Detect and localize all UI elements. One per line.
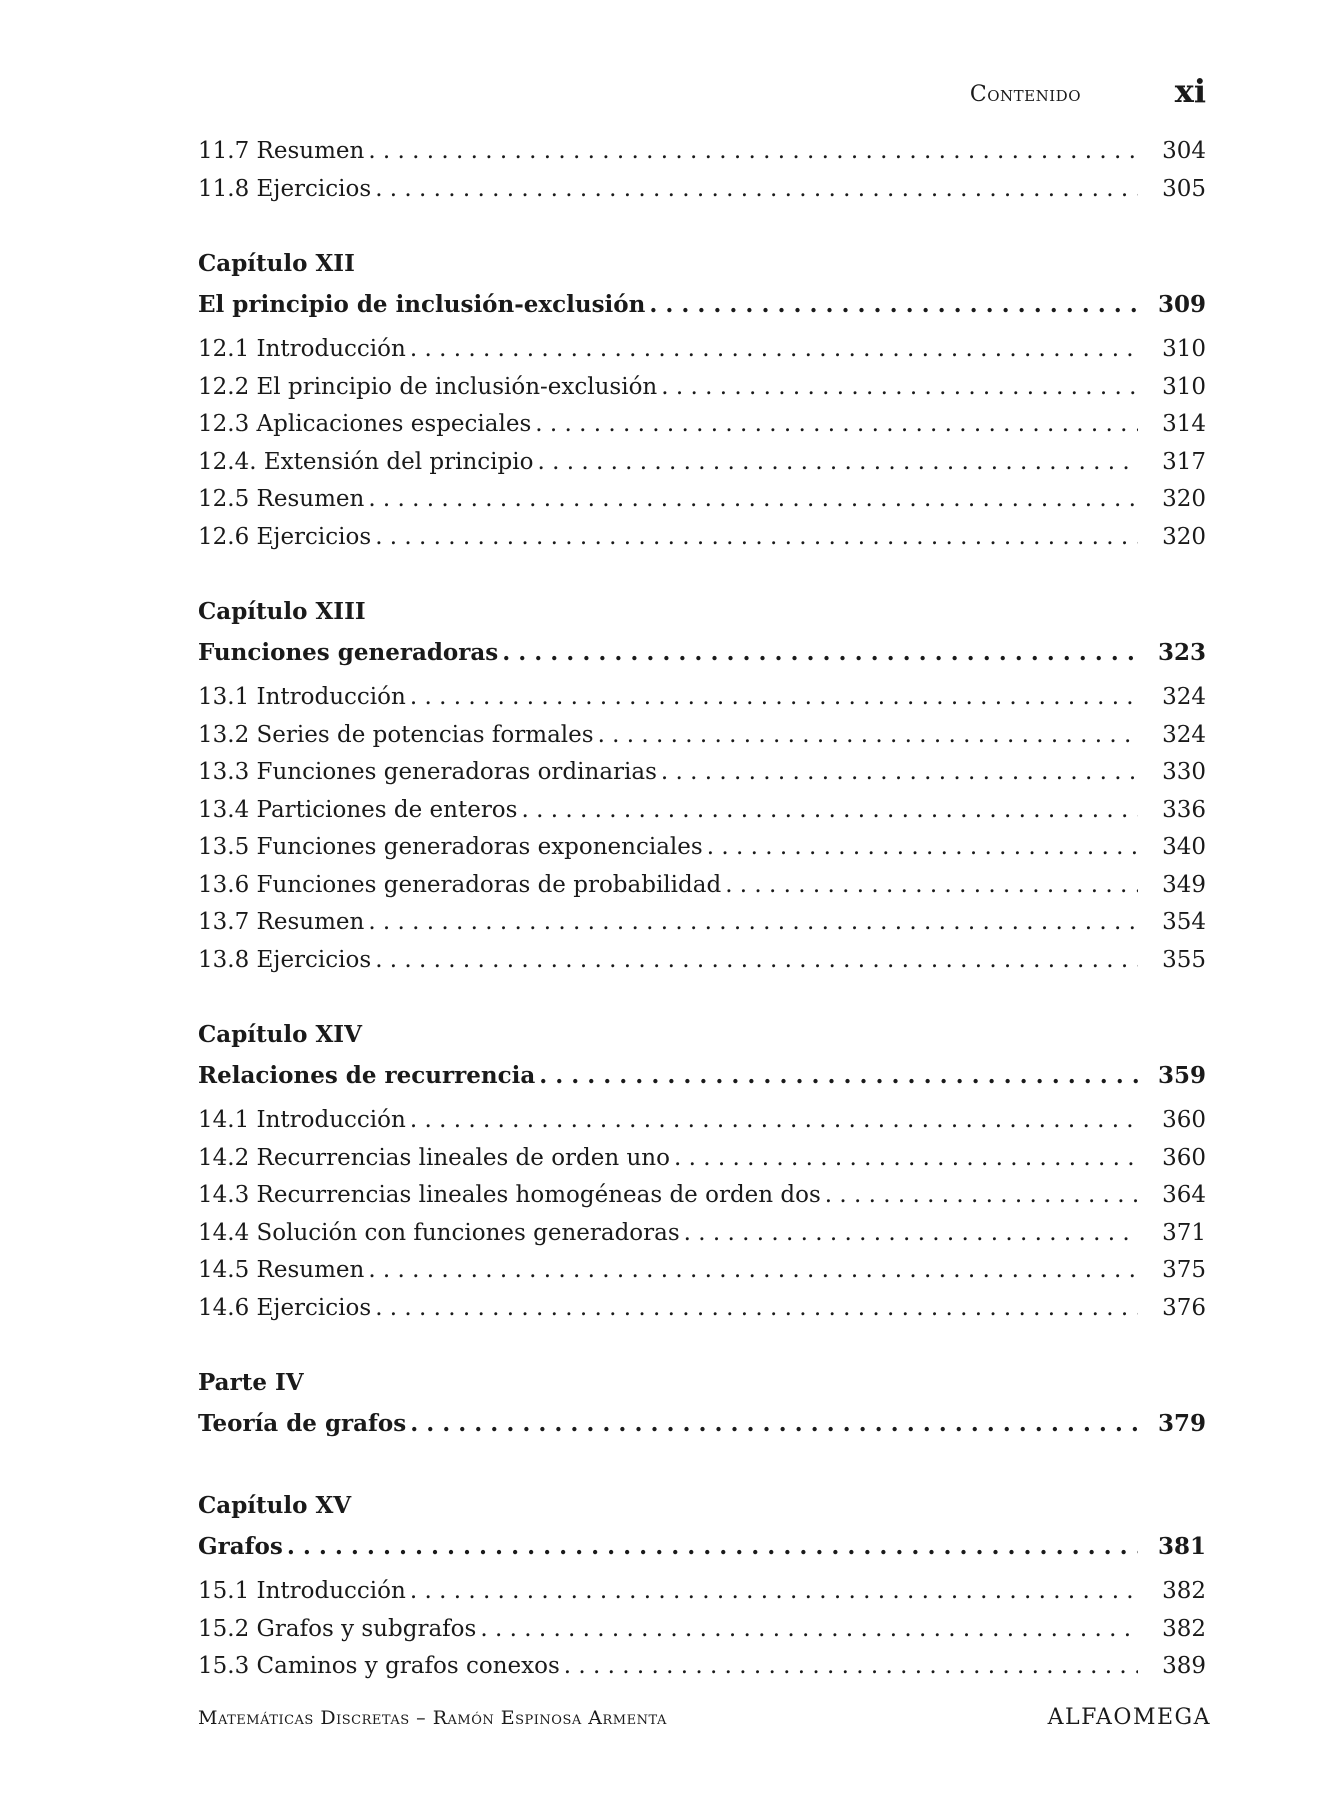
section-heading: Capítulo XIII	[198, 598, 366, 625]
toc-section	[198, 138, 1206, 213]
chapter-title-entry[interactable]	[198, 1062, 1206, 1107]
dot-leader	[375, 524, 1138, 550]
section-heading: Capítulo XII	[198, 250, 355, 277]
toc-entry-label: 14.4 Solución con funciones generadoras	[198, 1219, 680, 1246]
toc-entry[interactable]	[198, 176, 1206, 214]
toc-entry-label: 11.8 Ejercicios	[198, 175, 372, 202]
chapter-title-entry-label: Grafos	[198, 1533, 283, 1560]
footer-book-credit: Matemáticas Discretas – Ramón Espinosa Armenta	[198, 1707, 667, 1729]
section-heading: Capítulo XV	[198, 1492, 352, 1519]
toc-entry-page: 376	[1162, 1294, 1206, 1321]
toc-entry-page: 314	[1162, 411, 1206, 437]
toc-entry-label: 14.2 Recurrencias lineales de orden uno	[198, 1144, 670, 1171]
toc-entry-label: 13.3 Funciones generadoras ordinarias	[198, 759, 657, 785]
dot-leader	[410, 684, 1138, 710]
toc-entry-label: 13.8 Ejercicios	[198, 946, 372, 973]
dot-leader	[368, 138, 1138, 164]
toc-entry-page: 349	[1162, 871, 1206, 898]
dot-leader	[537, 449, 1138, 475]
dot-leader	[480, 1616, 1138, 1642]
toc-entry-page: 320	[1162, 523, 1206, 550]
toc-entry[interactable]	[198, 722, 1206, 760]
dot-leader	[674, 1145, 1138, 1171]
toc-entry-label: 13.2 Series de potencias formales	[198, 721, 594, 748]
toc-entry-page: 336	[1162, 796, 1206, 823]
toc-entry-label: 12.3 Aplicaciones especiales	[198, 411, 532, 437]
toc-entry[interactable]	[198, 374, 1206, 412]
toc-entry[interactable]	[198, 524, 1206, 562]
toc-entry-label: 13.7 Resumen	[198, 909, 365, 935]
toc-entry[interactable]	[198, 1578, 1206, 1616]
dot-leader	[661, 374, 1138, 400]
dot-leader	[410, 1578, 1138, 1604]
toc-entry-label: 15.3 Caminos y grafos conexos	[198, 1653, 560, 1679]
toc-entry[interactable]	[198, 759, 1206, 797]
dot-leader	[410, 1107, 1138, 1133]
toc-entry[interactable]	[198, 1220, 1206, 1258]
toc-entry-page: 389	[1162, 1653, 1206, 1679]
toc-entry[interactable]	[198, 449, 1206, 487]
toc-section	[198, 1018, 1206, 1332]
toc-entry[interactable]	[198, 486, 1206, 524]
toc-entry[interactable]	[198, 138, 1206, 176]
toc-entry-page: 317	[1162, 448, 1206, 475]
dot-leader	[521, 797, 1138, 823]
toc-entry[interactable]	[198, 1653, 1206, 1691]
chapter-title-entry[interactable]	[198, 639, 1206, 684]
chapter-title-entry-page: 323	[1157, 639, 1206, 666]
dot-leader	[707, 834, 1138, 860]
table-of-contents	[198, 138, 1206, 1725]
toc-entry-page: 305	[1162, 175, 1206, 202]
running-header	[198, 72, 1206, 112]
toc-entry-page: 354	[1162, 909, 1206, 935]
toc-entry-label: 14.5 Resumen	[198, 1257, 365, 1283]
toc-section	[198, 595, 1206, 984]
dot-leader	[649, 291, 1138, 318]
toc-entry[interactable]	[198, 411, 1206, 449]
dot-leader	[287, 1533, 1138, 1560]
toc-entry[interactable]	[198, 1107, 1206, 1145]
chapter-title-entry[interactable]	[198, 1410, 1206, 1455]
toc-entry-label: 14.3 Recurrencias lineales homogéneas de orden dos	[198, 1182, 821, 1208]
chapter-title-entry-page: 309	[1157, 291, 1206, 318]
dot-leader	[661, 759, 1138, 785]
header-section-title: Contenido	[969, 82, 1081, 107]
toc-entry-page: 330	[1162, 759, 1206, 785]
toc-entry-page: 340	[1162, 834, 1206, 860]
dot-leader	[375, 947, 1138, 973]
toc-entry-label: 12.2 El principio de inclusión-exclusión	[198, 373, 658, 400]
toc-entry-label: 14.6 Ejercicios	[198, 1294, 372, 1321]
page-number: xi	[1174, 72, 1206, 110]
toc-entry-page: 355	[1162, 946, 1206, 973]
toc-entry-page: 310	[1162, 373, 1206, 400]
dot-leader	[368, 909, 1138, 935]
dot-leader	[725, 872, 1138, 898]
toc-section	[198, 247, 1206, 561]
toc-entry[interactable]	[198, 684, 1206, 722]
toc-entry-label: 15.2 Grafos y subgrafos	[198, 1615, 477, 1642]
chapter-title-entry-label: Funciones generadoras	[198, 639, 499, 666]
toc-entry-page: 375	[1162, 1257, 1206, 1283]
toc-entry-page: 324	[1162, 721, 1206, 748]
chapter-title-entry-page: 379	[1157, 1410, 1206, 1437]
toc-entry-page: 320	[1162, 486, 1206, 512]
toc-entry[interactable]	[198, 1182, 1206, 1220]
toc-entry-page: 360	[1162, 1107, 1206, 1133]
toc-entry-page: 360	[1162, 1144, 1206, 1171]
toc-entry[interactable]	[198, 1145, 1206, 1183]
toc-entry-page: 371	[1162, 1219, 1206, 1246]
toc-entry[interactable]	[198, 336, 1206, 374]
dot-leader	[825, 1182, 1138, 1208]
dot-leader	[368, 1257, 1138, 1283]
toc-entry[interactable]	[198, 872, 1206, 910]
dot-leader	[502, 639, 1138, 666]
footer-publisher: ALFAOMEGA	[1047, 1705, 1211, 1730]
dot-leader	[535, 411, 1138, 437]
chapter-title-entry-label: El principio de inclusión-exclusión	[198, 291, 646, 318]
toc-entry[interactable]	[198, 1295, 1206, 1333]
toc-entry-label: 11.7 Resumen	[198, 138, 365, 164]
toc-entry-label: 13.6 Funciones generadoras de probabilidad	[198, 871, 722, 898]
toc-entry[interactable]	[198, 1616, 1206, 1654]
chapter-title-entry[interactable]	[198, 1533, 1206, 1578]
toc-entry-label: 13.4 Particiones de enteros	[198, 796, 518, 823]
toc-entry-label: 13.1 Introducción	[198, 684, 406, 710]
chapter-title-entry-page: 359	[1157, 1062, 1206, 1089]
dot-leader	[410, 1410, 1138, 1437]
section-heading: Capítulo XIV	[198, 1021, 362, 1048]
toc-entry-label: 12.6 Ejercicios	[198, 523, 372, 550]
dot-leader	[539, 1062, 1138, 1089]
toc-entry-page: 324	[1162, 684, 1206, 710]
toc-entry-label: 14.1 Introducción	[198, 1107, 406, 1133]
chapter-title-entry-page: 381	[1157, 1533, 1206, 1560]
toc-entry[interactable]	[198, 1257, 1206, 1295]
toc-entry-page: 382	[1162, 1615, 1206, 1642]
toc-entry-label: 12.5 Resumen	[198, 486, 365, 512]
toc-entry-label: 15.1 Introducción	[198, 1578, 406, 1604]
dot-leader	[368, 486, 1138, 512]
dot-leader	[375, 176, 1138, 202]
toc-entry-page: 364	[1162, 1182, 1206, 1208]
toc-section	[198, 1366, 1206, 1455]
dot-leader	[684, 1220, 1138, 1246]
toc-entry-label: 12.1 Introducción	[198, 336, 406, 362]
dot-leader	[564, 1653, 1138, 1679]
toc-entry-label: 13.5 Funciones generadoras exponenciales	[198, 834, 703, 860]
toc-entry[interactable]	[198, 797, 1206, 835]
toc-entry-label: 12.4. Extensión del principio	[198, 448, 534, 475]
toc-entry[interactable]	[198, 947, 1206, 985]
chapter-title-entry-label: Teoría de grafos	[198, 1410, 407, 1437]
toc-entry-page: 382	[1162, 1578, 1206, 1604]
dot-leader	[410, 336, 1138, 362]
running-footer	[198, 1705, 1211, 1735]
toc-entry[interactable]	[198, 834, 1206, 872]
dot-leader	[375, 1295, 1138, 1321]
dot-leader	[598, 722, 1138, 748]
toc-entry[interactable]	[198, 909, 1206, 947]
chapter-title-entry-label: Relaciones de recurrencia	[198, 1062, 536, 1089]
toc-entry-page: 310	[1162, 336, 1206, 362]
section-heading: Parte IV	[198, 1369, 304, 1396]
toc-entry-page: 304	[1162, 138, 1206, 164]
chapter-title-entry[interactable]	[198, 291, 1206, 336]
toc-section	[198, 1489, 1206, 1691]
